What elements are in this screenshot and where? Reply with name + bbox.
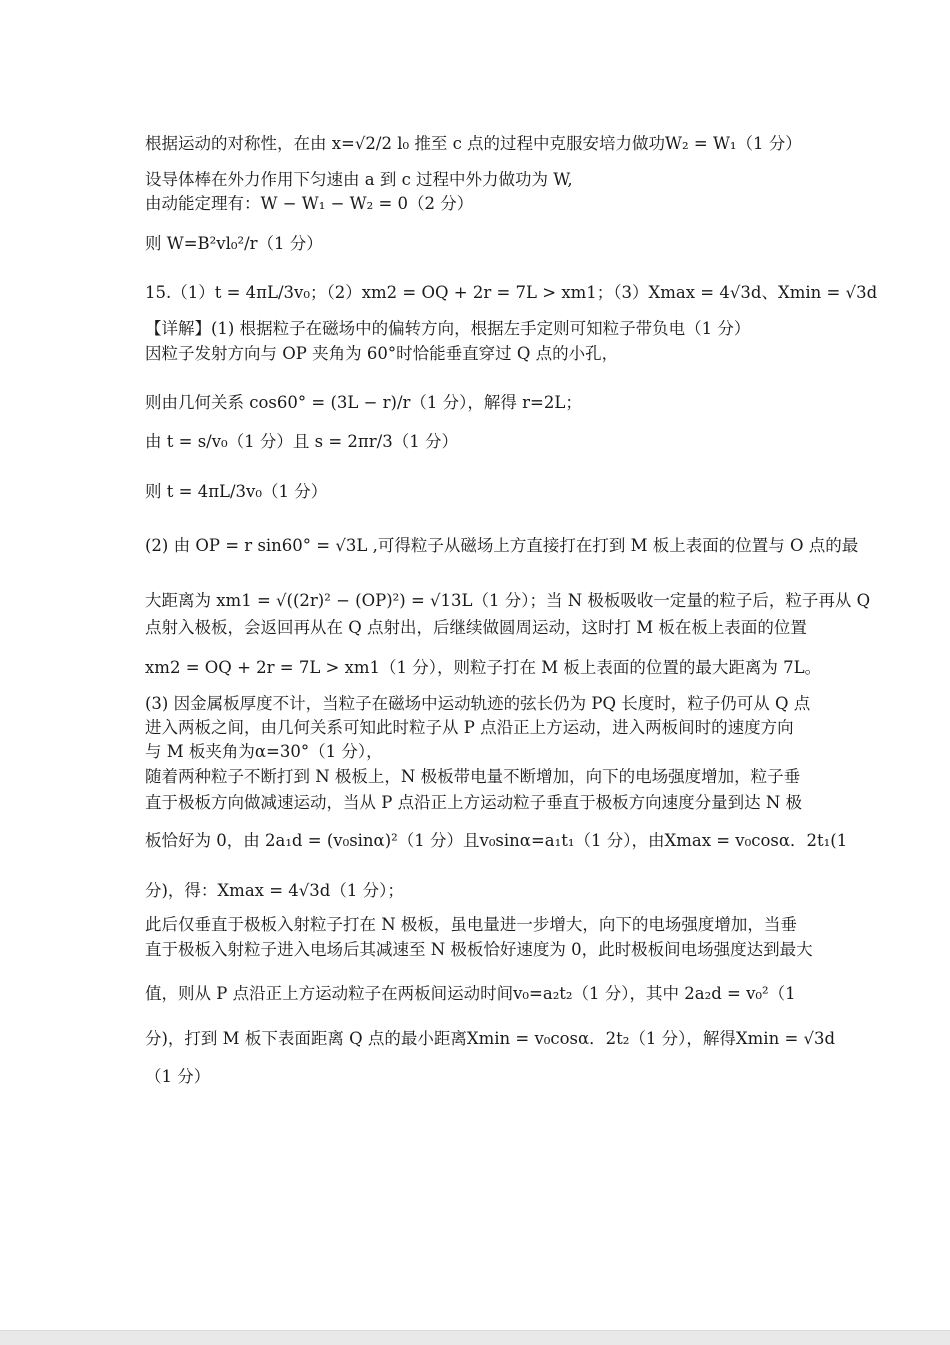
text-line: 由 t = s/v₀（1 分）且 s = 2πr/3（1 分） [145, 432, 458, 451]
text-line: 点射入极板，会返回再从在 Q 点射出，后继续做圆周运动，这时打 M 板在板上表面的位置 [145, 618, 807, 637]
text-line: 直于极板入射粒子进入电场后其减速至 N 极板恰好速度为 0，此时极板间电场强度达到最大 [145, 940, 813, 959]
text-line: 【详解】(1) 根据粒子在磁场中的偏转方向，根据左手定则可知粒子带负电（1 分） [145, 319, 751, 338]
text-line: (3) 因金属板厚度不计，当粒子在磁场中运动轨迹的弦长仍为 PQ 长度时，粒子仍可从 Q 点 [145, 694, 811, 713]
text-line: 此后仅垂直于极板入射粒子打在 N 极板，虽电量进一步增大，向下的电场强度增加，当垂 [145, 915, 797, 934]
text-line: xm2 = OQ + 2r = 7L > xm1（1 分），则粒子打在 M 板上表面的位置的最大距离为 7L。 [145, 658, 822, 677]
text-line: 分)，打到 M 板下表面距离 Q 点的最小距离Xmin = v₀cosα．2t₂（1 分），解得Xmin = √3d [145, 1029, 836, 1048]
text-line: 由动能定理有：W − W₁ − W₂ = 0（2 分） [145, 194, 474, 213]
text-line: 直于极板方向做减速运动，当从 P 点沿正上方运动粒子垂直于极板方向速度分量到达 N 极 [145, 793, 803, 812]
text-line: 大距离为 xm1 = √((2r)² − (OP)²) = √13L（1 分）；当 N 极板吸收一定量的粒子后，粒子再从 Q [145, 591, 871, 610]
answer-line: 15.（1）t = 4πL/3v₀；（2）xm2 = OQ + 2r = 7L > xm1；（3）Xmax = 4√3d、Xmin = √3d [145, 283, 878, 302]
text-line: 根据运动的对称性，在由 x=√2/2 l₀ 推至 c 点的过程中克服安培力做功W₂ = W₁（1 分） [145, 134, 802, 153]
text-line: 设导体棒在外力作用下匀速由 a 到 c 过程中外力做功为 W, [145, 170, 573, 189]
text-line: 值，则从 P 点沿正上方运动粒子在两板间运动时间v₀=a₂t₂（1 分），其中 2a₂d = v₀²（1 [145, 984, 796, 1003]
text-line: （1 分） [145, 1067, 211, 1086]
text-line: 进入两板之间，由几何关系可知此时粒子从 P 点沿正上方运动，进入两板间时的速度方向 [145, 718, 794, 737]
text-line: 随着两种粒子不断打到 N 极板上，N 极板带电量不断增加，向下的电场强度增加，粒子垂 [145, 767, 801, 786]
text-line: 因粒子发射方向与 OP 夹角为 60°时恰能垂直穿过 Q 点的小孔， [145, 344, 619, 363]
text-line: (2) 由 OP = r sin60° = √3L ,可得粒子从磁场上方直接打在打到 M 板上表面的位置与 O 点的最 [145, 536, 859, 555]
text-line: 分)，得：Xmax = 4√3d（1 分）； [145, 881, 404, 900]
text-line: 板恰好为 0，由 2a₁d = (v₀sinα)²（1 分）且v₀sinα=a₁t₁（1 分），由Xmax = v₀cosα．2t₁(1 [145, 831, 848, 850]
text-line: 与 M 板夹角为α=30°（1 分）， [145, 742, 383, 761]
text-line: 则由几何关系 cos60° = (3L − r)/r（1 分），解得 r=2L； [145, 393, 582, 412]
text-line: 则 t = 4πL/3v₀（1 分） [145, 482, 328, 501]
scan-bottom-edge [0, 1330, 950, 1345]
text-line: 则 W=B²vl₀²/r（1 分） [145, 234, 323, 253]
